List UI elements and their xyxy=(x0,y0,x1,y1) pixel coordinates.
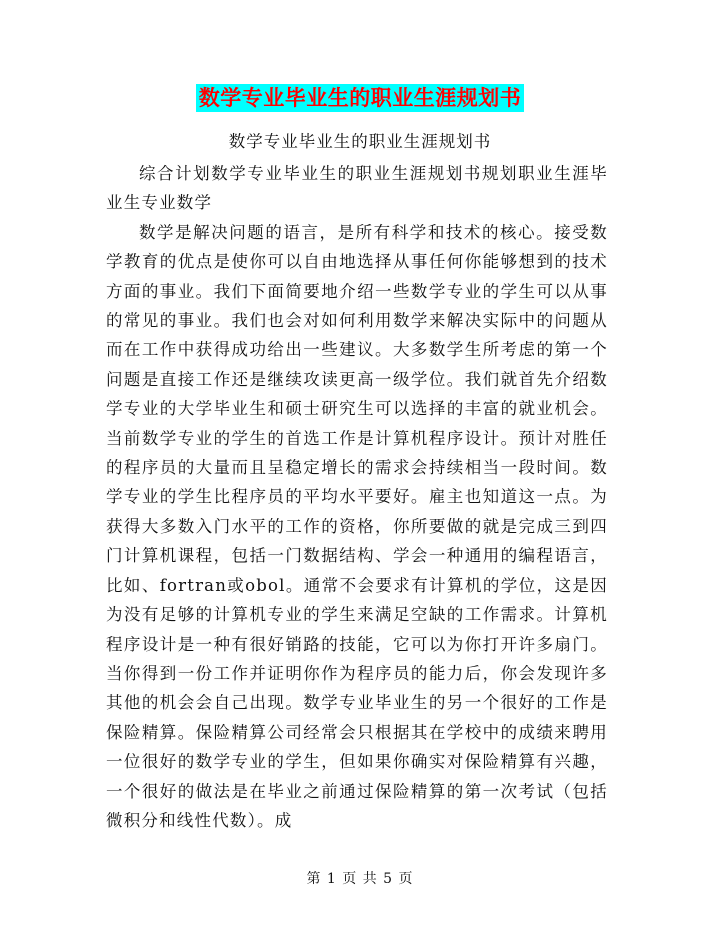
document-title: 数学专业毕业生的职业生涯规划书 xyxy=(196,84,525,112)
page-footer: 第 1 页 共 5 页 xyxy=(306,871,414,887)
title-container xyxy=(0,84,720,112)
intro-paragraph: 综合计划数学专业毕业生的职业生涯规划书规划职业生涯毕业生专业数学 xyxy=(106,164,608,213)
main-paragraph: 数学是解决问题的语言，是所有科学和技术的核心。接受数学教育的优点是使你可以自由地选择从事任何你能够想到的技术方面的事业。我们下面简要地介绍一些数学专业的学生可以从事的常见的事业。我们也会对如何利用数学来解决实际中的问题从而在工作中获得成功给出一些建议。大多数学生所考虑的第一个问题是直接工作还是继续攻读更高一级学位。我们就首先介绍数学专业的大学毕业生和硕士研究生可以选择的丰富的就业机会。当前数学专业的学生的首选工作是计算机程序设计。预计对胜任的程序员的大量而且呈稳定增长的需求会持续相当一段时间。数学专业的学生比程序员的平均水平要好。雇主也知道这一点。为获得大多数入门水平的工作的资格，你所要做的就是完成三到四门计算机课程，包括一门数据结构、学会一种通用的编程语言，比如、fortran或obol。通常不会要求有计算机的学位，这是因为没有足够的计算机专业的学生来满足空缺的工作需求。计算机程序设计是一种有很好销路的技能，它可以为你打开许多扇门。当你得到一份工作并证明你作为程序员的能力后，你会发现许多其他的机会会自己出现。数学专业毕业生的另一个很好的工作是保险精算。保险精算公司经常会只根据其在学校中的成绩来聘用一位很好的数学专业的学生，但如果你确实对保险精算有兴趣，一个很好的做法是在毕业之前通过保险精算的第一次考试（包括微积分和线性代数）。成 xyxy=(106,222,608,830)
document-subtitle: 数学专业毕业生的职业生涯规划书 xyxy=(228,132,492,151)
document-body xyxy=(106,159,608,835)
